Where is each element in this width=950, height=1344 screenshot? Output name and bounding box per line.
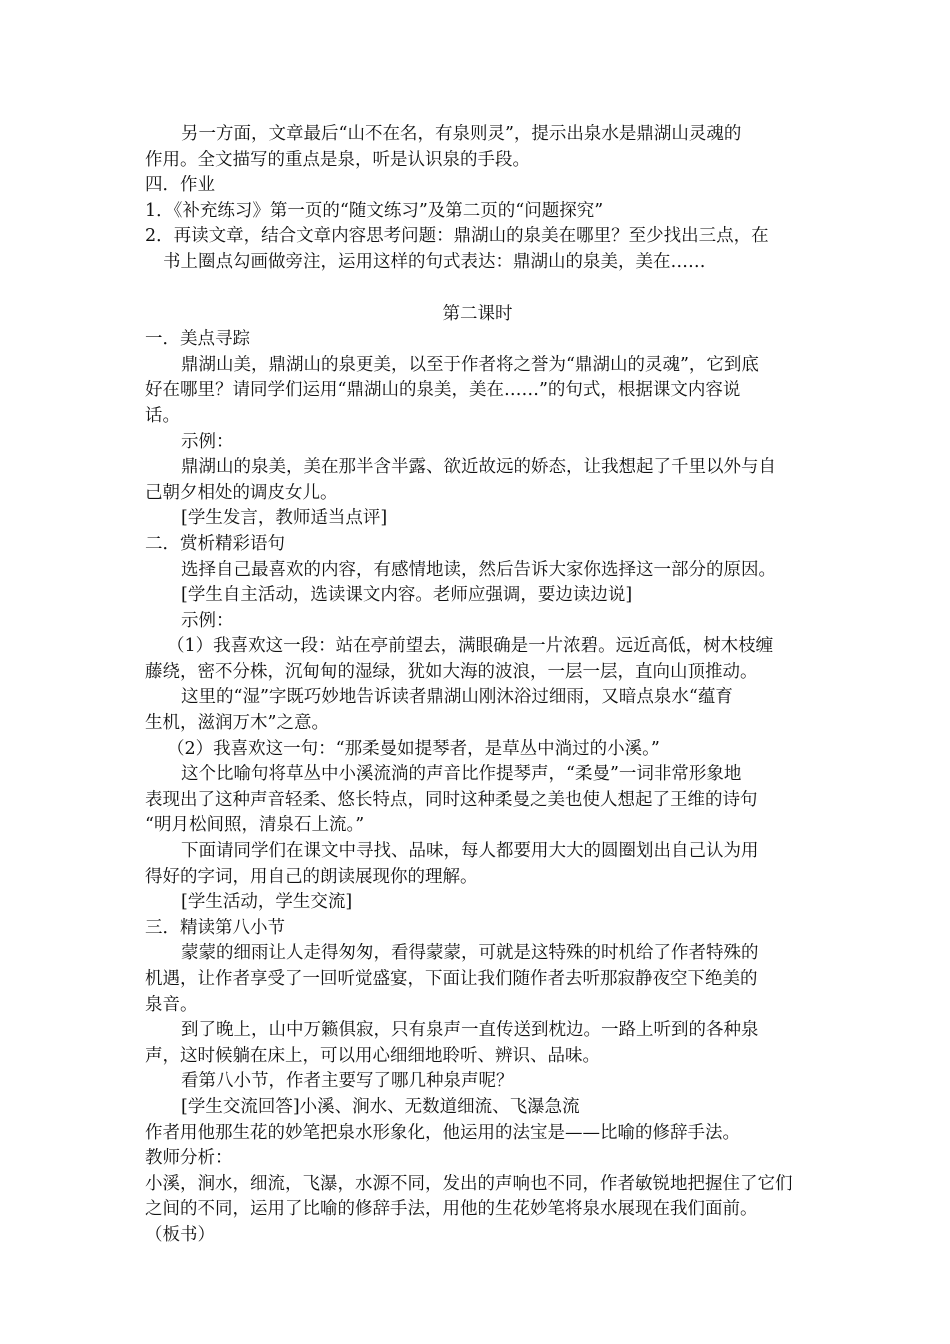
example-label: 示例：: [181, 610, 234, 631]
list-item: 1．《补充练习》第一页的“随文练习”及第二页的“问题探究”: [145, 200, 604, 221]
section-heading: 二．赏析精彩语句: [145, 533, 285, 554]
paragraph-line: 话。: [145, 405, 180, 426]
paragraph-line: 表现出了这种声音轻柔、悠长特点，同时这种柔曼之美也使人想起了王维的诗句: [145, 789, 758, 810]
section-heading: 四．作业: [145, 175, 215, 196]
paragraph-line: 看第八小节，作者主要写了哪几种泉声呢？: [181, 1071, 514, 1092]
paragraph-line: 鼎湖山的泉美，美在那半含半露、欲近故远的娇态，让我想起了千里以外与自: [181, 457, 776, 478]
paragraph-line: 鼎湖山美，鼎湖山的泉更美，以至于作者将之誉为“鼎湖山的灵魂”，它到底: [181, 354, 759, 375]
paragraph-line: “明月松间照，清泉石上流。”: [145, 815, 365, 836]
paragraph-line: 作用。全文描写的重点是泉，听是认识泉的手段。: [145, 149, 530, 170]
paragraph-line: 机遇，让作者享受了一回听觉盛宴，下面让我们随作者去听那寂静夜空下绝美的: [145, 969, 758, 989]
paragraph-line: 教师分析：: [145, 1148, 233, 1169]
example-label: 示例：: [181, 431, 234, 452]
paragraph-line: 泉音。: [145, 994, 198, 1015]
teaching-note: [学生活动，学生交流]: [181, 892, 353, 913]
paragraph-line: 藤绕，密不分株，沉甸甸的湿绿，犹如大海的波浪，一层一层，直向山顶推动。: [145, 661, 758, 682]
paragraph-line: 声，这时候躺在床上，可以用心细细地聆听、辨识、品味。: [145, 1045, 600, 1066]
paragraph-line: 己朝夕相处的调皮女儿。: [145, 482, 338, 503]
list-item-continuation: 书上圈点勾画做旁注，运用这样的句式表达：鼎湖山的泉美，美在……: [163, 251, 706, 272]
section-heading: 一．美点寻踪: [145, 329, 250, 350]
paragraph-line: 另一方面，文章最后“山不在名，有泉则灵”，提示出泉水是鼎湖山灵魂的: [181, 124, 742, 144]
spacer: [145, 276, 810, 302]
paragraph-line: 生机，滋润万木”之意。: [145, 713, 329, 734]
paragraph-line: 蒙蒙的细雨让人走得匆匆，看得蒙蒙，可就是这特殊的时机给了作者特殊的: [181, 943, 759, 964]
teaching-note: [学生自主活动，选读课文内容。老师应强调，要边读边说]: [181, 585, 633, 606]
paragraph-line: 选择自己最喜欢的内容，有感情地读，然后告诉大家你选择这一部分的原因。: [181, 559, 776, 580]
teaching-note: [学生发言，教师适当点评]: [181, 508, 388, 529]
list-item: 2．再读文章，结合文章内容思考问题：鼎湖山的泉美在哪里？至少找出三点，在: [145, 226, 769, 247]
paragraph-line: 这里的“湿”字既巧妙地告诉读者鼎湖山刚沐浴过细雨，又暗点泉水“蕴育: [181, 687, 733, 708]
paragraph-line: 之间的不同，运用了比喻的修辞手法，用他的生花妙笔将泉水展现在我们面前。: [145, 1199, 758, 1220]
paragraph-line: 好在哪里？请同学们运用“鼎湖山的泉美，美在……”的句式，根据课文内容说: [145, 380, 741, 401]
paragraph-line: （1）我喜欢这一段：站在亭前望去，满眼确是一片浓碧。远近高低，树木枝缠: [167, 636, 774, 657]
paragraph-line: 得好的字词，用自己的朗读展现你的理解。: [145, 866, 478, 887]
teaching-note: [学生交流回答]小溪、涧水、无数道细流、飞瀑急流: [181, 1096, 580, 1117]
paragraph-line: 这个比喻句将草丛中小溪流淌的声音比作提琴声，“柔曼”一词非常形象地: [181, 764, 742, 785]
board-note: （板书）: [145, 1224, 215, 1245]
paragraph-line: 下面请同学们在课文中寻找、品味，每人都要用大大的圆圈划出自己认为用: [181, 841, 759, 862]
section-heading: 三．精读第八小节: [145, 917, 285, 938]
paragraph-line: （2）我喜欢这一句：“那柔曼如提琴者，是草丛中淌过的小溪。”: [167, 738, 660, 759]
paragraph-line: 小溪，涧水，细流，飞瀑，水源不同，发出的声响也不同，作者敏锐地把握住了它们: [145, 1173, 793, 1194]
paragraph-line: 作者用他那生花的妙笔把泉水形象化，他运用的法宝是——比喻的修辞手法。: [145, 1122, 740, 1143]
document-body: [145, 122, 810, 1249]
paragraph-line: 到了晚上，山中万籁俱寂，只有泉声一直传送到枕边。一路上听到的各种泉: [181, 1020, 759, 1041]
lesson-title: 第二课时: [442, 303, 513, 324]
